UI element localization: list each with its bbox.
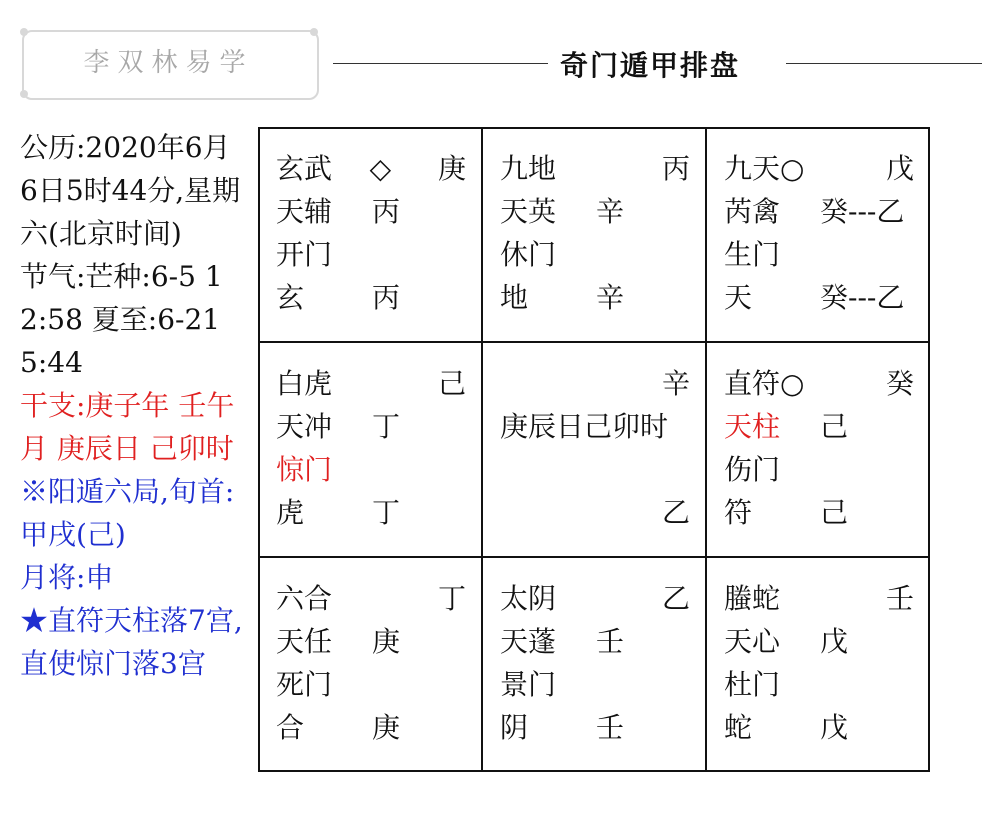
star: 天任 <box>276 625 333 658</box>
star-stem: 丙 <box>372 195 401 228</box>
earth-stem: 丙 <box>372 281 401 314</box>
star: 天英 <box>500 195 557 228</box>
heaven-stem: 癸 <box>885 367 914 400</box>
earth-stem: 庚 <box>372 711 401 744</box>
god-short: 地 <box>500 281 529 314</box>
star: 芮禽 <box>724 195 781 228</box>
god-short: 符 <box>724 496 753 529</box>
star-stem: 己 <box>820 410 849 443</box>
door: 惊门 <box>276 453 333 486</box>
star: 天柱 <box>724 410 781 443</box>
door: 景门 <box>500 668 557 701</box>
palace-dui <box>706 342 930 557</box>
star-stem: 庚 <box>372 625 401 658</box>
door: 杜门 <box>724 668 781 701</box>
heaven-stem: 己 <box>437 367 466 400</box>
palace-zhen <box>258 342 482 557</box>
heaven-stem: 乙 <box>661 582 690 615</box>
earth-stem: 癸---乙 <box>820 281 905 314</box>
mark: ◇ <box>369 152 392 185</box>
door: 死门 <box>276 668 333 701</box>
gregorian-date: 公历:2020年6月6日5时44分,星期六(北京时间) <box>20 131 241 250</box>
title-divider-left <box>333 63 548 64</box>
page-title: 奇门遁甲排盘 <box>560 49 741 82</box>
logo <box>22 30 317 98</box>
qimen-board <box>258 127 930 772</box>
earth-stem: 辛 <box>596 281 625 314</box>
god: 太阴 <box>500 582 557 615</box>
star-stem: 辛 <box>596 195 625 228</box>
day-hour-ganzhi: 庚辰日己卯时 <box>500 410 669 443</box>
star: 天蓬 <box>500 625 557 658</box>
door: 开门 <box>276 238 333 271</box>
god-short: 虎 <box>276 496 305 529</box>
god-short: 合 <box>276 711 305 744</box>
palace-gen <box>258 557 482 772</box>
god-short: 天 <box>724 281 753 314</box>
heaven-stem: 丙 <box>661 152 690 185</box>
earth-stem: 己 <box>820 496 849 529</box>
star-stem: 戊 <box>820 625 849 658</box>
earth-stem: 丁 <box>372 496 401 529</box>
star: 天冲 <box>276 410 333 443</box>
god: 九地 <box>500 152 557 185</box>
chart-info <box>20 126 248 685</box>
door: 休门 <box>500 238 557 271</box>
god: 白虎 <box>276 367 333 400</box>
god: 螣蛇 <box>724 582 781 615</box>
heaven-stem: 庚 <box>437 152 466 185</box>
door: 生门 <box>724 238 781 271</box>
earth-stem: 戊 <box>820 711 849 744</box>
god-short: 蛇 <box>724 711 753 744</box>
palace-kan <box>482 557 706 772</box>
palace-xun <box>258 127 482 342</box>
star: 天心 <box>724 625 781 658</box>
god-short: 玄 <box>276 281 305 314</box>
title-divider-right <box>786 63 982 64</box>
god: 直符○ <box>724 367 805 400</box>
god: 六合 <box>276 582 333 615</box>
palace-kun <box>706 127 930 342</box>
star-stem: 癸---乙 <box>820 195 905 228</box>
earth-stem: 壬 <box>596 711 625 744</box>
top-stem: 辛 <box>661 367 690 400</box>
palace-center <box>482 342 706 557</box>
heaven-stem: 壬 <box>885 582 914 615</box>
ju-info: ※阳遁六局,旬首:甲戌(己) <box>20 475 235 551</box>
logo-text: 李双林易学 <box>83 48 254 78</box>
palace-li <box>482 127 706 342</box>
star-stem: 壬 <box>596 625 625 658</box>
zhifu-info: ★直符天柱落7宫,直使惊门落3宫 <box>20 604 243 680</box>
god: 九天○ <box>724 152 805 185</box>
heaven-stem: 戊 <box>885 152 914 185</box>
solar-term: 节气:芒种:6-5 12:58 夏至:6-21 5:44 <box>20 260 223 379</box>
star: 天辅 <box>276 195 333 228</box>
bottom-stem: 乙 <box>661 496 690 529</box>
god-short: 阴 <box>500 711 529 744</box>
palace-qian <box>706 557 930 772</box>
star-stem: 丁 <box>372 410 401 443</box>
ganzhi: 干支:庚子年 壬午月 庚辰日 己卯时 <box>20 389 235 465</box>
god: 玄武 <box>276 152 333 185</box>
heaven-stem: 丁 <box>437 582 466 615</box>
month-general: 月将:申 <box>20 561 114 594</box>
door: 伤门 <box>724 453 781 486</box>
